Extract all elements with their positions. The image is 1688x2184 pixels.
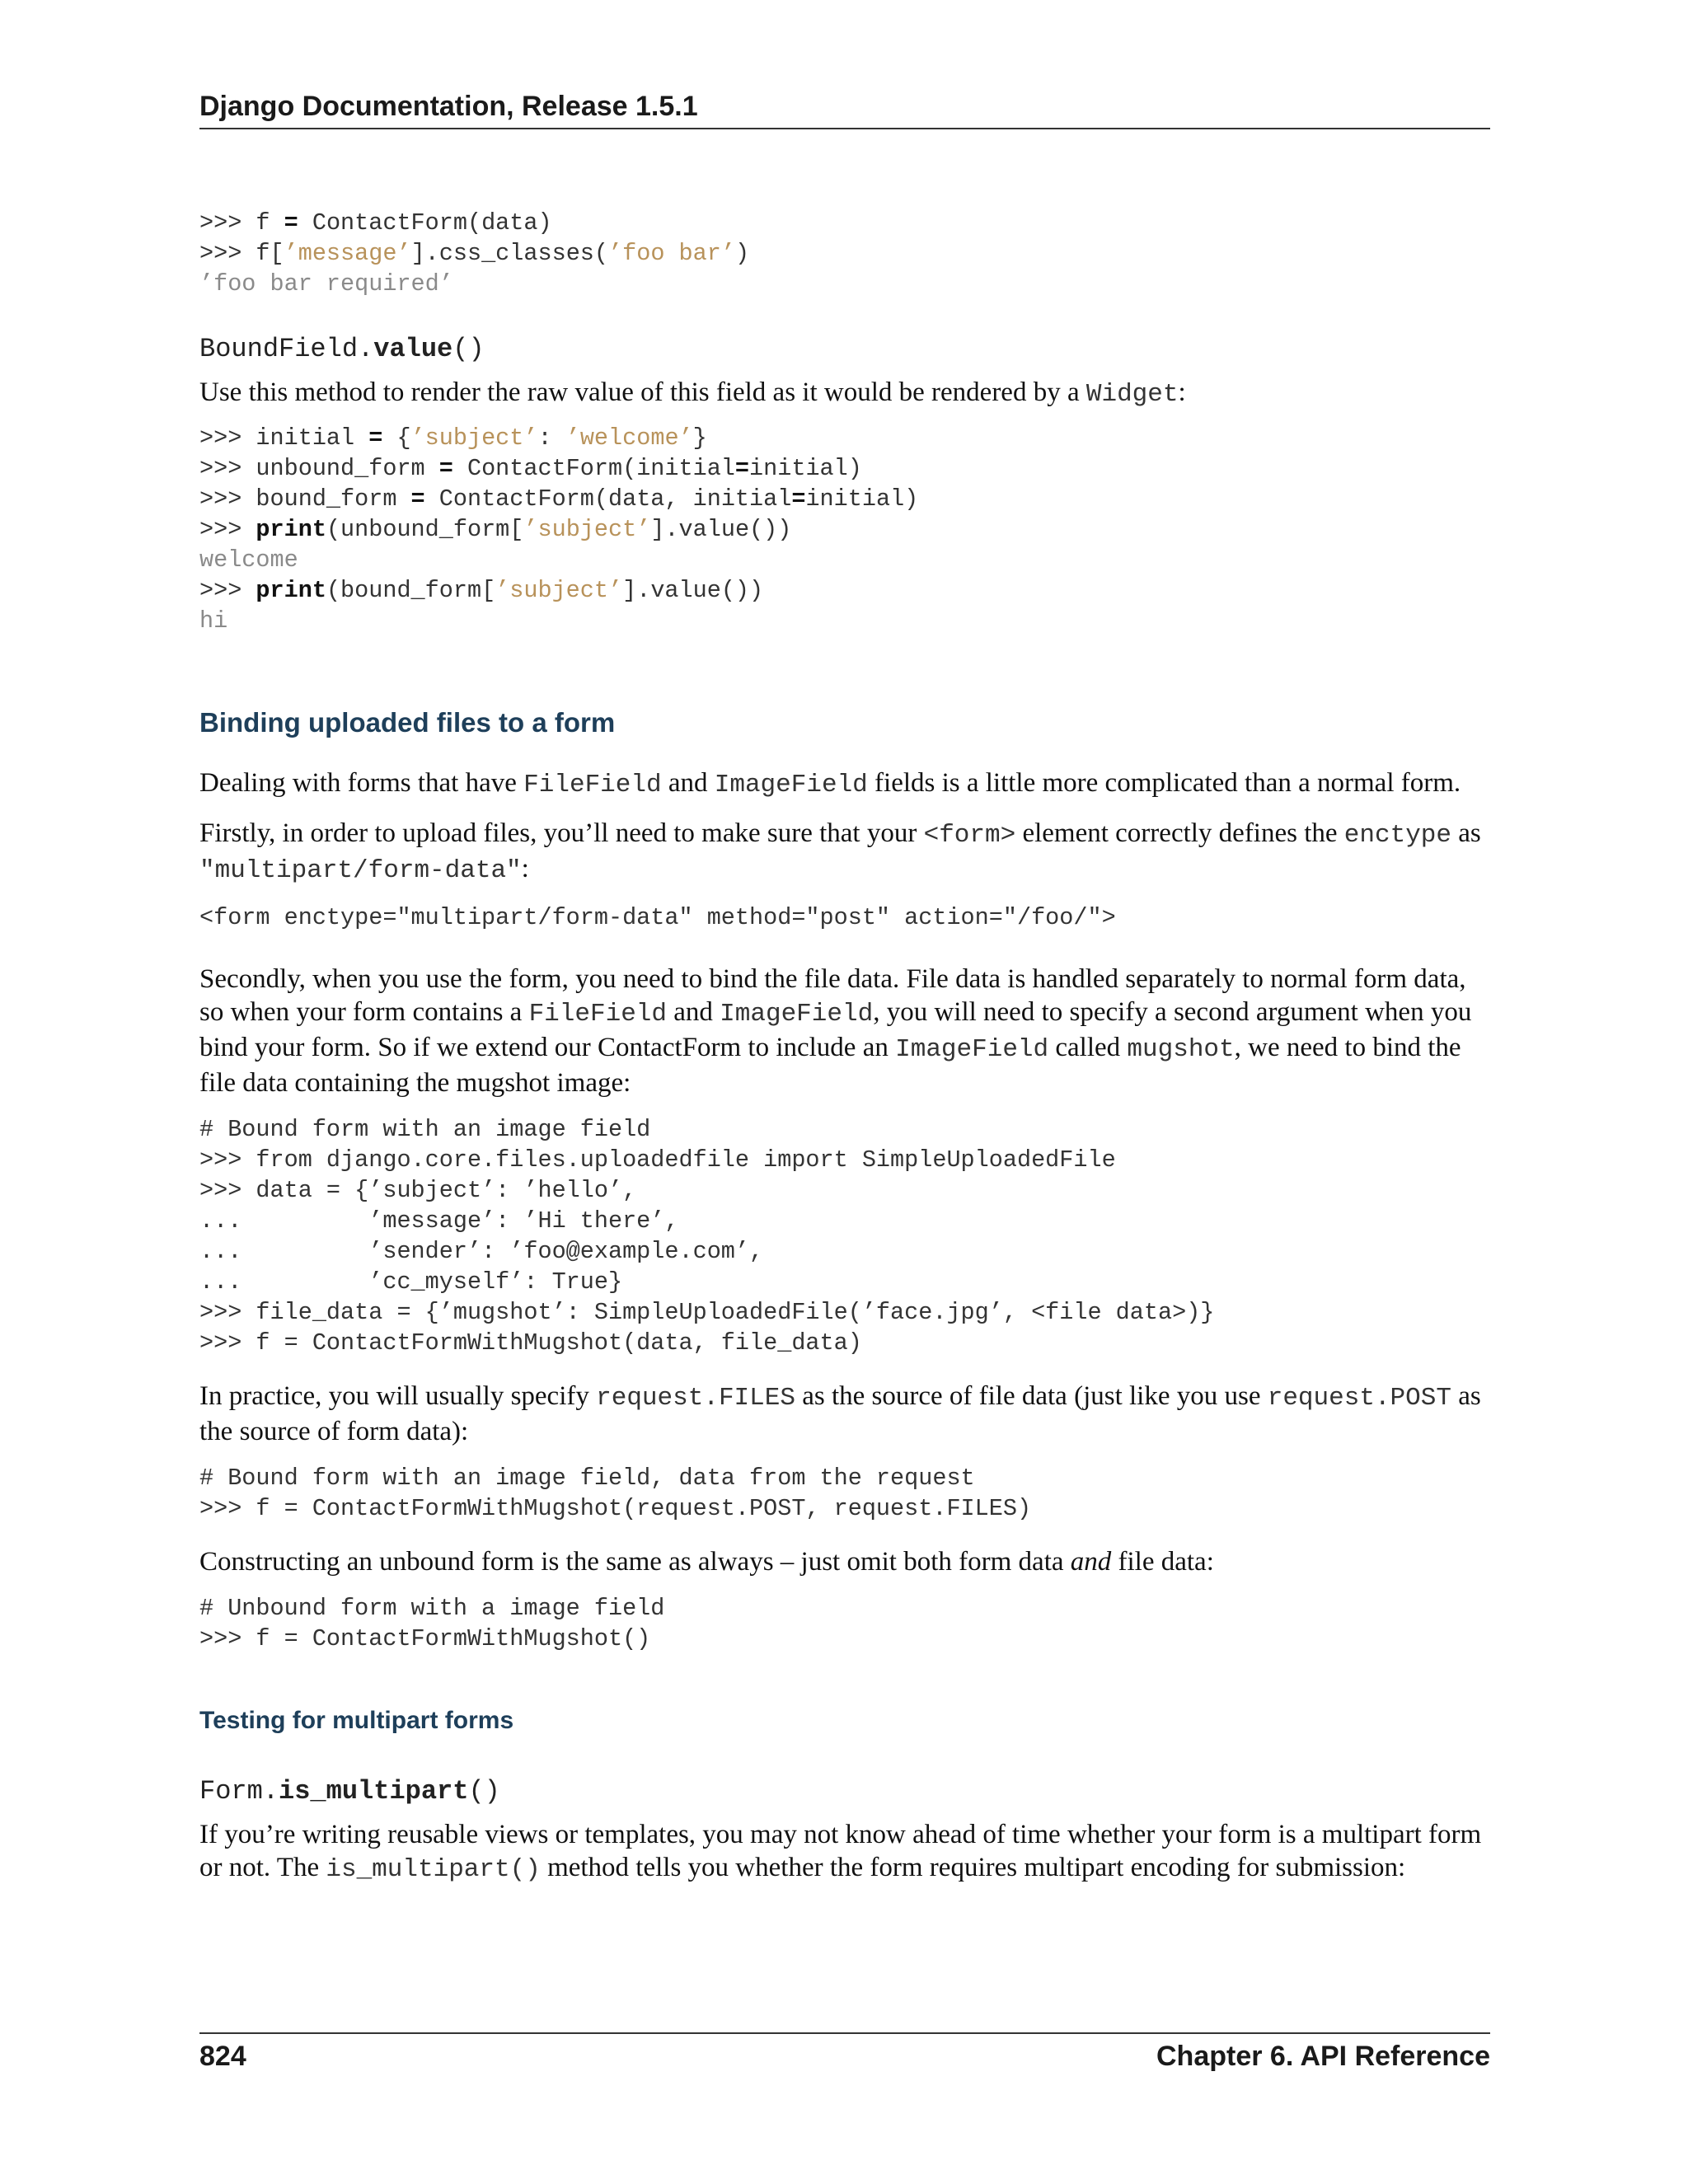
paragraph-value: Use this method to render the raw value of this field as it would be rendered by a Widget: xyxy=(199,377,1186,409)
page-content xyxy=(199,208,1490,1886)
method-signature-value: BoundField.value() xyxy=(199,334,485,364)
page-header xyxy=(199,91,1490,129)
paragraph-practice: In practice, you will usually specify request.FILES as the source of file data (just like you use request.POST as the source of form data): xyxy=(199,1381,1481,1446)
paragraph-constructing: Constructing an unbound form is the same as always – just omit both form data and file data: xyxy=(199,1547,1214,1577)
code-block-form-tag: <form enctype="multipart/form-data" method="post" action="/foo/"> xyxy=(199,904,1116,931)
code-block-css-classes: >>> f = ContactForm(data) >>> f[’message’].css_classes(’foo bar’) ’foo bar required’ xyxy=(199,209,750,298)
header-title: Django Documentation, Release 1.5.1 xyxy=(199,91,698,122)
paragraph-secondly: Secondly, when you use the form, you need to bind the file data. File data is handled separately to normal form data, so when your form contains a FileField and ImageField, you will need to specify a second argument when you bind your form. So if we extend our ContactForm to include an ImageField called mugshot, we need to bind the file data containing the mugshot image: xyxy=(199,964,1472,1098)
code-block-value: >>> initial = {’subject’: ’welcome’} >>> unbound_form = ContactForm(initial=initial) >>> bound_form = ContactForm(data, initial=initial) >>> print(unbound_form[’subject’].value()) welcome >>> print(bound_form[’subject’].value()) hi xyxy=(199,424,919,635)
code-block-unbound: # Unbound form with a image field >>> f = ContactFormWithMugshot() xyxy=(199,1595,665,1652)
chapter-label: Chapter 6. API Reference xyxy=(1156,2041,1490,2072)
section-heading-binding: Binding uploaded files to a form xyxy=(199,707,616,738)
page-number: 824 xyxy=(199,2041,246,2072)
paragraph-firstly: Firstly, in order to upload files, you’ll need to make sure that your <form> element correctly defines the enctype as "multipart/form-data": xyxy=(199,818,1481,885)
paragraph-multipart: If you’re writing reusable views or templates, you may not know ahead of time whether your form is a multipart form or not. The is_multipart() method tells you whether the form requires multipart encoding for submission: xyxy=(199,1820,1482,1884)
section-heading-testing: Testing for multipart forms xyxy=(199,1707,514,1734)
page-footer xyxy=(199,2032,1490,2073)
paragraph-dealing: Dealing with forms that have FileField and ImageField fields is a little more complicated than a normal form. xyxy=(199,768,1461,799)
code-block-request-files: # Bound form with an image field, data from the request >>> f = ContactFormWithMugshot(request.POST, request.FILES) xyxy=(199,1465,1032,1522)
code-block-bound-image: # Bound form with an image field >>> from django.core.files.uploadedfile import SimpleUploadedFile >>> data = {’subject’: ’hello’, ... ’message’: ’Hi there’, ... ’sender’: ’foo@example.com’, ... ’cc_myself’: True} >>> file_data = {’mugshot’: SimpleUploadedFile(’face.jpg’, <file data>)} >>> f = ContactFormWithMugshot(data, file_data) xyxy=(199,1116,1215,1357)
method-signature-is-multipart: Form.is_multipart() xyxy=(199,1776,500,1807)
